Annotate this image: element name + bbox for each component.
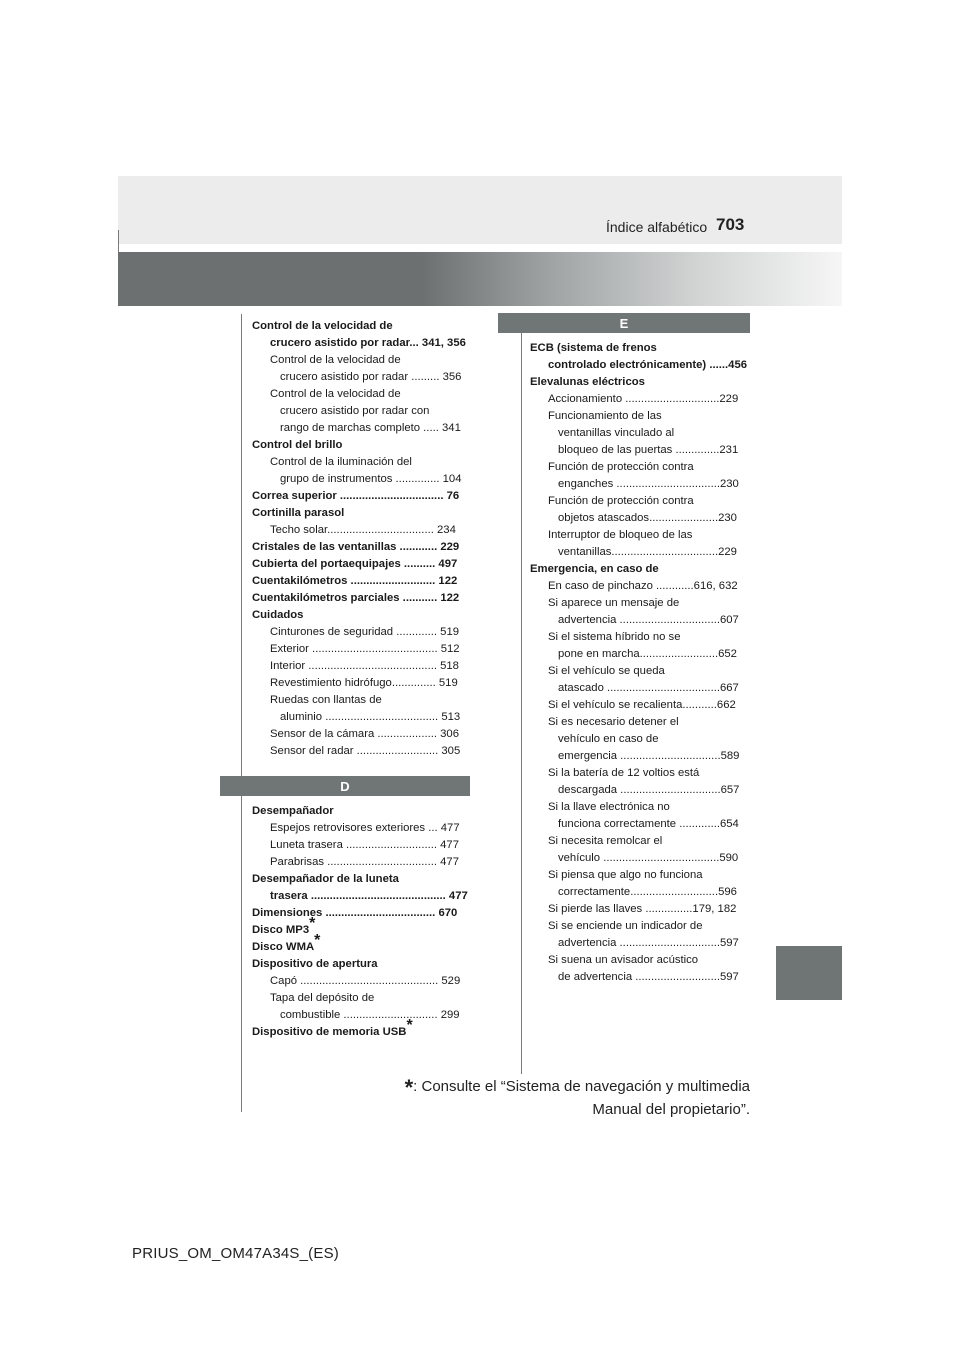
index-subentry: Luneta trasera ............................. 477 bbox=[270, 839, 459, 851]
index-subentry: Interruptor de bloqueo de las bbox=[548, 529, 693, 541]
index-column-right bbox=[530, 340, 750, 986]
index-entry: Elevalunas eléctricos bbox=[530, 376, 645, 388]
footnote-asterisk: * bbox=[404, 1075, 414, 1100]
index-entry: Cortinilla parasol bbox=[252, 507, 345, 519]
page-title: Índice alfabético bbox=[606, 219, 708, 235]
index-subentry: ventanillas..................................229 bbox=[558, 546, 737, 558]
index-subentry: Sensor del radar .......................... 305 bbox=[270, 745, 461, 757]
index-subentry: advertencia ................................597 bbox=[558, 937, 739, 949]
index-subentry: rango de marchas completo ..... 341 bbox=[280, 422, 461, 434]
index-entry: Emergencia, en caso de bbox=[530, 563, 659, 575]
index-subentry: Exterior ........................................ 512 bbox=[270, 643, 460, 655]
index-subentry: descargada ................................657 bbox=[558, 784, 740, 796]
index-subentry: Control de la velocidad de bbox=[270, 388, 401, 400]
index-subentry: Techo solar.................................. 234 bbox=[270, 524, 456, 536]
index-subentry: combustible .............................. 299 bbox=[280, 1009, 460, 1021]
index-subentry: objetos atascados......................230 bbox=[558, 512, 737, 524]
index-entry: Desempañador bbox=[252, 805, 334, 817]
footnote-asterisk: * bbox=[309, 915, 316, 932]
index-subentry: Función de protección contra bbox=[548, 495, 694, 507]
index-subentry: Funcionamiento de las bbox=[548, 410, 662, 422]
index-subentry: Si necesita remolcar el bbox=[548, 835, 663, 847]
index-subentry: advertencia ................................607 bbox=[558, 614, 739, 626]
index-subentry: Control de la iluminación del bbox=[270, 456, 412, 468]
page-number: 703 bbox=[716, 215, 745, 234]
index-entry: Desempañador de la luneta bbox=[252, 873, 399, 885]
footnote-asterisk: * bbox=[314, 932, 321, 949]
index-subentry: Si es necesario detener el bbox=[548, 716, 679, 728]
index-subentry: Accionamiento ..............................229 bbox=[548, 393, 739, 405]
section-header-e: E bbox=[498, 313, 750, 333]
index-subentry: En caso de pinchazo ............616, 632 bbox=[548, 580, 738, 592]
footnote-line-2: Manual del propietario”. bbox=[592, 1101, 750, 1118]
index-subentry: vehículo .....................................590 bbox=[558, 852, 739, 864]
left-margin-line bbox=[241, 314, 242, 1112]
index-entry: Correa superior ................................. 76 bbox=[252, 490, 460, 502]
index-subentry: aluminio .................................... 513 bbox=[280, 711, 461, 723]
index-entry: crucero asistido por radar... 341, 356 bbox=[270, 337, 466, 349]
index-subentry: grupo de instrumentos .............. 104 bbox=[280, 473, 462, 485]
index-entry: Dimensiones ................................... 670 bbox=[252, 907, 458, 919]
index-entry: Cuentakilómetros ........................... 122 bbox=[252, 575, 458, 587]
index-subentry: correctamente............................596 bbox=[558, 886, 737, 898]
index-subentry: Capó ............................................ 529 bbox=[270, 975, 461, 987]
index-entry: Disco MP3* bbox=[252, 915, 316, 936]
index-subentry: Ruedas con llantas de bbox=[270, 694, 382, 706]
index-subentry: Si pierde las llaves ...............179, 182 bbox=[548, 903, 737, 915]
index-subentry: enganches .................................230 bbox=[558, 478, 739, 490]
index-subentry: Revestimiento hidrófugo.............. 519 bbox=[270, 677, 458, 689]
index-subentry: Si aparece un mensaje de bbox=[548, 597, 680, 609]
index-subentry: Control de la velocidad de bbox=[270, 354, 401, 366]
index-subentry: funciona correctamente .............654 bbox=[558, 818, 739, 830]
index-subentry: de advertencia ...........................597 bbox=[558, 971, 739, 983]
column-divider-line bbox=[521, 314, 522, 1074]
header-band bbox=[118, 252, 842, 306]
index-subentry: ventanillas vinculado al bbox=[558, 427, 675, 439]
index-subentry: Función de protección contra bbox=[548, 461, 694, 473]
footnote-line-1: *: Consulte el “Sistema de navegación y multimedia bbox=[404, 1075, 750, 1100]
index-entry: Cristales de las ventanillas ............ 229 bbox=[252, 541, 460, 553]
index-entry: controlado electrónicamente) ......456 bbox=[548, 359, 748, 371]
index-entry: Dispositivo de apertura bbox=[252, 958, 378, 970]
section-header-d: D bbox=[220, 776, 470, 796]
index-entry: Control de la velocidad de bbox=[252, 320, 393, 332]
index-entry: Cubierta del portaequipajes .......... 497 bbox=[252, 558, 458, 570]
footnote-asterisk: * bbox=[406, 1017, 413, 1034]
index-entry: Cuentakilómetros parciales ........... 122 bbox=[252, 592, 460, 604]
index-subentry: Si la llave electrónica no bbox=[548, 801, 670, 813]
document-code: PRIUS_OM_OM47A34S_(ES) bbox=[132, 1245, 339, 1262]
section-side-tab bbox=[776, 946, 842, 1000]
index-subentry: Si la batería de 12 voltios está bbox=[548, 767, 700, 779]
index-subentry: pone en marcha.........................652 bbox=[558, 648, 737, 660]
index-column-left-d bbox=[252, 803, 472, 1041]
index-subentry: bloqueo de las puertas ..............231 bbox=[558, 444, 739, 456]
index-entry: Disco WMA* bbox=[252, 932, 321, 953]
index-subentry: Si el vehículo se queda bbox=[548, 665, 665, 677]
index-subentry: atascado ....................................667 bbox=[558, 682, 739, 694]
index-entry: ECB (sistema de frenos bbox=[530, 342, 657, 354]
index-entry: Dispositivo de memoria USB* bbox=[252, 1017, 413, 1038]
index-subentry: Sensor de la cámara ................... 306 bbox=[270, 728, 459, 740]
index-subentry: Si se enciende un indicador de bbox=[548, 920, 703, 932]
index-subentry: Si suena un avisador acústico bbox=[548, 954, 699, 966]
footnote bbox=[405, 1076, 750, 1121]
index-subentry: vehículo en caso de bbox=[558, 733, 659, 745]
index-subentry: Espejos retrovisores exteriores ... 477 bbox=[270, 822, 460, 834]
index-subentry: Si piensa que algo no funciona bbox=[548, 869, 703, 881]
header-left-line bbox=[118, 230, 119, 252]
index-subentry: Parabrisas ................................... 477 bbox=[270, 856, 459, 868]
index-entry: Cuidados bbox=[252, 609, 304, 621]
index-subentry: Si el sistema híbrido no se bbox=[548, 631, 681, 643]
index-subentry: Cinturones de seguridad ............. 519 bbox=[270, 626, 460, 638]
index-subentry: Tapa del depósito de bbox=[270, 992, 375, 1004]
index-subentry: crucero asistido por radar con bbox=[280, 405, 430, 417]
index-column-left bbox=[252, 318, 472, 760]
index-subentry: emergencia ................................589 bbox=[558, 750, 740, 762]
index-entry: Control del brillo bbox=[252, 439, 343, 451]
index-subentry: Interior ......................................... 518 bbox=[270, 660, 459, 672]
index-subentry: crucero asistido por radar ......... 356 bbox=[280, 371, 462, 383]
index-subentry: Si el vehículo se recalienta...........662 bbox=[548, 699, 736, 711]
index-entry: trasera ........................................... 477 bbox=[270, 890, 468, 902]
